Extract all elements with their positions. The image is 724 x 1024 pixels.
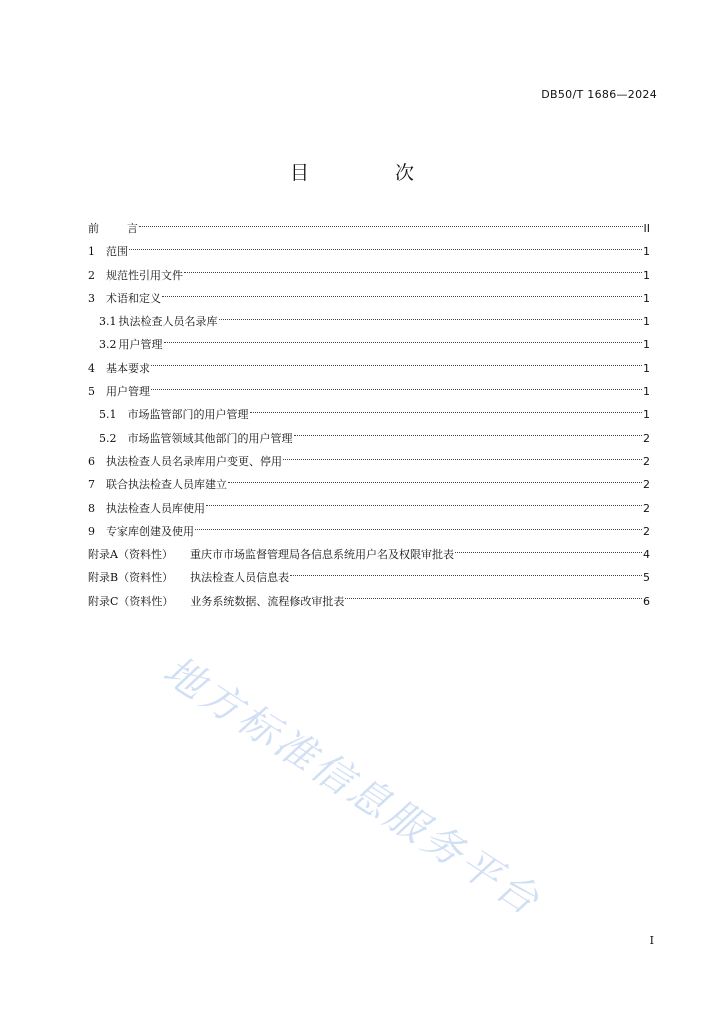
toc-entry-title: 市场监管领域其他部门的用户管理 — [127, 431, 293, 445]
toc-entry-number: 前 — [88, 222, 99, 235]
toc-entry[interactable] — [88, 543, 650, 566]
toc-leader-dots — [455, 551, 642, 553]
toc-entry-page: 1 — [643, 385, 650, 399]
toc-entry-title: 用户管理 — [118, 338, 163, 352]
watermark: 地方标准信息服务平台 — [155, 647, 550, 926]
toc-leader-dots — [228, 481, 642, 483]
toc-entry-page: 2 — [643, 478, 650, 492]
toc-entry-number: 附录B（资料性） — [88, 571, 174, 585]
page-title: 目 次 — [289, 162, 455, 184]
toc-entry-page: 5 — [643, 571, 650, 585]
toc-entry-label — [99, 310, 218, 333]
toc-entry[interactable] — [88, 403, 650, 426]
toc-entry-number: 7 — [88, 478, 95, 492]
toc-leader-dots — [345, 597, 642, 599]
toc-entry[interactable] — [88, 450, 650, 473]
toc-leader-dots — [162, 295, 642, 297]
toc-entry-label — [99, 403, 249, 426]
toc-entry-label — [88, 497, 205, 520]
toc-entry-page: 1 — [643, 268, 650, 282]
toc-entry-title: 专家库创建及使用 — [106, 524, 194, 538]
toc-entry-label — [88, 217, 138, 240]
toc-entry-number: 8 — [88, 501, 95, 515]
toc-entry-number: 3 — [88, 291, 95, 305]
toc-entry-title: 范围 — [106, 245, 128, 259]
toc-entry-title: 联合执法检查人员库建立 — [106, 478, 227, 492]
toc-entry-number: 2 — [88, 268, 95, 282]
toc-entry-title: 执法检查人员名录库用户变更、停用 — [106, 454, 282, 468]
toc-entry[interactable] — [88, 497, 650, 520]
toc-entry-title: 用户管理 — [106, 385, 150, 399]
toc-entry[interactable] — [88, 217, 650, 240]
toc-entry-label — [88, 450, 282, 473]
toc-entry-number: 1 — [88, 245, 95, 259]
toc-entry[interactable] — [88, 473, 650, 496]
toc-entry[interactable] — [88, 520, 650, 543]
toc-entry-label — [88, 287, 161, 310]
toc-entry-title: 基本要求 — [106, 361, 150, 375]
toc-leader-dots — [290, 574, 642, 576]
toc-entry-label — [88, 380, 150, 403]
toc-entry[interactable] — [88, 590, 650, 613]
page-number: I — [649, 934, 654, 947]
toc-entry-page: 2 — [643, 454, 650, 468]
toc-entry-page: 1 — [643, 291, 650, 305]
toc-leader-dots — [206, 504, 642, 506]
toc-leader-dots — [219, 318, 643, 320]
toc-entry-number: 附录C（资料性） — [88, 594, 174, 608]
toc-entry[interactable] — [88, 287, 650, 310]
toc-entry-number: 9 — [88, 524, 95, 538]
toc-entry-page: 4 — [643, 548, 650, 562]
toc-entry-title: 业务系统数据、流程修改审批表 — [190, 594, 345, 608]
toc-leader-dots — [250, 411, 643, 413]
toc-entry-page: 1 — [643, 245, 650, 259]
toc-leader-dots — [151, 364, 642, 366]
table-of-contents — [88, 217, 650, 613]
toc-entry-page: 1 — [643, 361, 650, 375]
toc-entry-title: 术语和定义 — [106, 291, 161, 305]
toc-entry-label — [99, 333, 163, 356]
toc-entry-title: 执法检查人员信息表 — [190, 571, 290, 585]
toc-entry[interactable] — [88, 380, 650, 403]
toc-entry-title: 执法检查人员库使用 — [106, 501, 205, 515]
toc-entry-number: 6 — [88, 454, 95, 468]
toc-entry-number: 5.1 — [99, 408, 117, 422]
toc-entry-title: 市场监管部门的用户管理 — [127, 408, 249, 422]
toc-entry-page: 1 — [643, 338, 650, 352]
toc-entry[interactable] — [88, 310, 650, 333]
toc-entry-number: 5.2 — [99, 431, 117, 445]
toc-leader-dots — [283, 458, 642, 460]
toc-leader-dots — [294, 434, 643, 436]
toc-entry-label — [88, 590, 344, 613]
toc-entry[interactable] — [88, 333, 650, 356]
toc-entry-number: 4 — [88, 361, 95, 375]
toc-entry-page: 1 — [643, 315, 650, 329]
toc-entry-label — [88, 264, 183, 287]
toc-entry[interactable] — [88, 240, 650, 263]
standard-code: DB50/T 1686—2024 — [541, 88, 657, 101]
toc-leader-dots — [129, 248, 642, 250]
toc-entry-number: 附录A（资料性） — [88, 548, 173, 562]
toc-entry[interactable] — [88, 264, 650, 287]
toc-entry-title: 言 — [127, 222, 138, 235]
toc-entry-label — [88, 357, 150, 380]
toc-leader-dots — [164, 341, 643, 343]
toc-leader-dots — [184, 271, 642, 273]
toc-entry-page: 1 — [643, 408, 650, 422]
toc-entry-label — [88, 543, 454, 566]
toc-entry[interactable] — [88, 566, 650, 589]
toc-entry-title: 规范性引用文件 — [106, 268, 183, 282]
toc-entry-number: 3.2 — [99, 338, 117, 352]
toc-entry-label — [88, 473, 227, 496]
toc-entry-title: 重庆市市场监督管理局各信息系统用户名及权限审批表 — [189, 548, 454, 562]
toc-entry-page: 2 — [643, 501, 650, 515]
toc-leader-dots — [195, 528, 642, 530]
toc-entry-page: II — [643, 222, 650, 235]
toc-leader-dots — [139, 225, 643, 227]
toc-entry-title: 执法检查人员名录库 — [118, 315, 218, 329]
toc-entry-label — [99, 427, 293, 450]
toc-entry-page: 2 — [643, 431, 650, 445]
toc-entry[interactable] — [88, 427, 650, 450]
toc-leader-dots — [151, 388, 642, 390]
toc-entry-label — [88, 566, 289, 589]
toc-entry-label — [88, 520, 194, 543]
toc-entry-page: 2 — [643, 524, 650, 538]
toc-entry-page: 6 — [643, 594, 650, 608]
toc-entry-number: 3.1 — [99, 315, 117, 329]
toc-entry-label — [88, 240, 128, 263]
toc-entry[interactable] — [88, 357, 650, 380]
toc-entry-number: 5 — [88, 385, 95, 399]
